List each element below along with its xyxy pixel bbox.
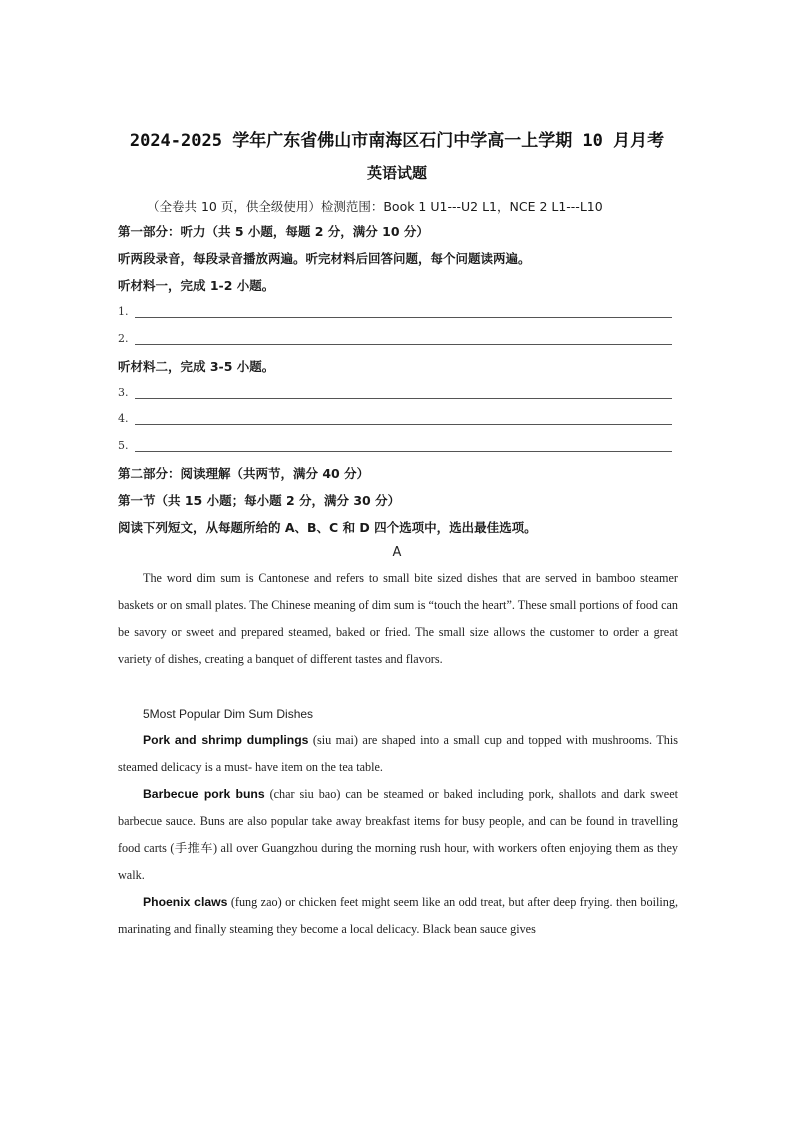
dish-list-heading: 5Most Popular Dim Sum Dishes: [143, 707, 314, 721]
dish-name: Pork and shrimp dumplings: [143, 733, 309, 747]
exam-subtitle: 英语试题: [366, 164, 427, 182]
blank-line: [135, 398, 672, 399]
blank-line: [135, 344, 672, 345]
exam-title: 2024-2025 学年广东省佛山市南海区石门中学高一上学期 10 月月考: [129, 131, 665, 151]
blank-number: 4.: [118, 412, 129, 425]
blank-line: [135, 424, 672, 425]
blank-line: [135, 451, 672, 452]
material-one-label: 听材料一，完成 1-2 小题。: [118, 278, 275, 293]
blank-number: 2.: [118, 332, 129, 345]
part-two-heading: 第二部分：阅读理解（共两节，满分 40 分）: [118, 466, 370, 481]
answer-blank-5[interactable]: [118, 439, 672, 455]
material-two-label: 听材料二，完成 3-5 小题。: [118, 359, 275, 374]
blank-number: 1.: [118, 305, 129, 318]
answer-blank-1[interactable]: [118, 305, 672, 321]
dish-paragraph-siu-mai: [118, 727, 678, 781]
answer-blank-3[interactable]: [118, 386, 672, 402]
dish-description: (fung zao) or chicken feet might seem like an odd treat, but after deep frying. then boiling, marinating and finally steaming they become a local delicacy. Black bean sauce gives: [118, 895, 678, 936]
blank-line: [135, 317, 672, 318]
section-one-heading: 第一节（共 15 小题；每小题 2 分，满分 30 分）: [118, 493, 401, 508]
dish-name: Barbecue pork buns: [143, 787, 265, 801]
dish-description: (siu mai) are shaped into a small cup and topped with mushrooms. This steamed delicacy is a must- have item on the tea table.: [118, 733, 678, 774]
listening-instruction: 听两段录音，每段录音播放两遍。听完材料后回答问题，每个问题读两遍。: [118, 251, 531, 266]
blank-number: 3.: [118, 386, 129, 399]
answer-blank-4[interactable]: [118, 412, 672, 428]
dish-paragraph-char-siu-bao: [118, 781, 678, 889]
dish-description: (char siu bao) can be steamed or baked including pork, shallots and dark sweet barbecue sauce. Buns are also popular take away breakfast items for busy people, and can be found in travelling food carts (手推车) all over Guangzhou during the morning rush hour, with workers often enjoying them as they walk.: [118, 787, 678, 882]
reading-instruction: 阅读下列短文，从每题所给的 A、B、C 和 D 四个选项中，选出最佳选项。: [118, 520, 537, 535]
blank-number: 5.: [118, 439, 129, 452]
passage-letter: A: [392, 545, 402, 560]
dish-paragraph-fung-zao: [118, 889, 678, 943]
scope-note: （全卷共 10 页，供全级使用）检测范围：Book 1 U1---U2 L1，NCE 2 L1---L10: [147, 199, 603, 214]
dish-name: Phoenix claws: [143, 895, 228, 909]
part-one-heading: 第一部分：听力（共 5 小题，每题 2 分，满分 10 分）: [118, 224, 429, 239]
answer-blank-2[interactable]: [118, 332, 672, 348]
passage-intro: The word dim sum is Cantonese and refers to small bite sized dishes that are served in bamboo steamer baskets or on small plates. The Chinese meaning of dim sum is “touch the heart”. These small portions of food can be savory or sweet and prepared steamed, baked or fried. The small size allows the customer to order a great variety of dishes, creating a banquet of different tastes and flavors.: [118, 571, 678, 666]
